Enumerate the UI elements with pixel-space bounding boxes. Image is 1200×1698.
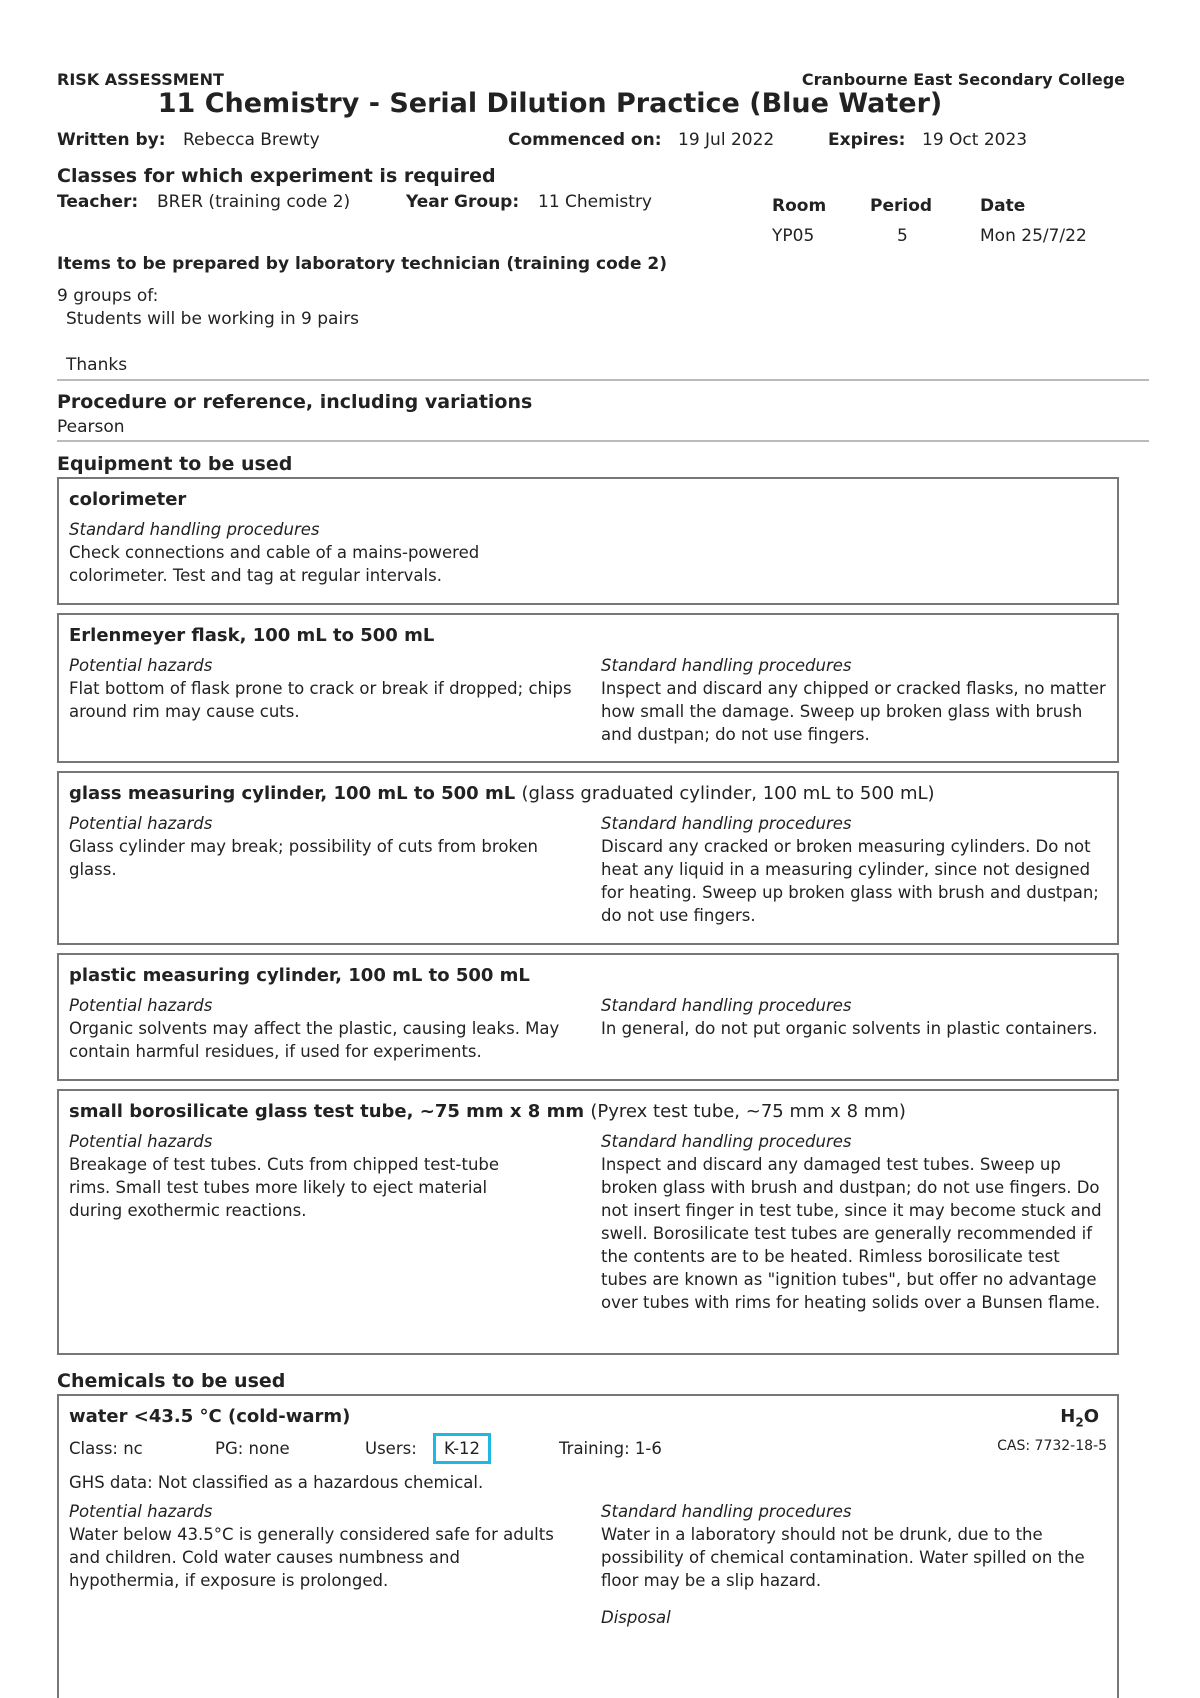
procedure-heading: Procedure or reference, including variations [57,391,533,413]
expires-label: Expires: [828,130,906,150]
equipment-card [57,613,1119,763]
handling-label: Standard handling procedures [601,1502,852,1521]
school-name: Cranbourne East Secondary College [801,70,1125,89]
chemical-formula: $H_2O$ [1060,1406,1099,1430]
handling-label: Standard handling procedures [601,1132,852,1151]
equipment-card [57,771,1119,945]
handling-column [601,812,1106,927]
handling-label: Standard handling procedures [69,520,320,539]
commenced-value: 19 Jul 2022 [678,130,775,150]
users-label: Users: [365,1439,417,1458]
ghs-data: GHS data: Not classified as a hazardous chemical. [69,1473,484,1492]
equipment-heading: Equipment to be used [57,453,293,475]
equipment-title [69,1101,1107,1122]
date-value: Mon 25/7/22 [980,226,1087,246]
chemicals-heading: Chemicals to be used [57,1370,286,1392]
handling-text: Discard any cracked or broken measuring cylinders. Do not heat any liquid in a measuring cylinder, since not designed for heating. Sweep up broken glass with brush and dustpan; do not use fingers. [601,837,1099,925]
hazards-column [69,1130,601,1314]
chemical-name: water <43.5 °C (cold-warm) [69,1406,351,1427]
prep-line-3: Thanks [66,355,128,375]
equipment-card [57,953,1119,1081]
handling-text: Water in a laboratory should not be drunk, due to the possibility of chemical contamination. Water spilled on the floor may be a slip hazard. [601,1525,1085,1590]
divider [57,440,1149,442]
chemical-pg: PG: none [215,1439,290,1458]
equipment-alias: (Pyrex test tube, ~75 mm x 8 mm) [590,1101,906,1122]
handling-column [601,994,1106,1063]
commenced-label: Commenced on: [508,130,662,150]
page-title: 11 Chemistry - Serial Dilution Practice (Blue Water) [157,88,943,119]
expires-value: 19 Oct 2023 [922,130,1028,150]
teacher-label: Teacher: [57,192,139,212]
hazards-column [69,994,601,1063]
handling-label: Standard handling procedures [601,996,852,1015]
chemical-meta-row [69,1431,1107,1469]
handling-text: In general, do not put organic solvents in plastic containers. [601,1019,1098,1038]
classes-heading: Classes for which experiment is required [57,165,496,187]
hazards-text: Breakage of test tubes. Cuts from chipped test-tube rims. Small test tubes more likely to eject material during exothermic reactions. [69,1155,500,1220]
equipment-name: glass measuring cylinder, 100 mL to 500 mL [69,783,516,804]
prep-line-2: Students will be working in 9 pairs [66,309,360,329]
prep-line-1: 9 groups of: [57,286,159,306]
hazards-label: Potential hazards [69,814,213,833]
equipment-name: colorimeter [69,489,187,510]
handling-label: Standard handling procedures [601,656,852,675]
room-value: YP05 [772,226,815,246]
equipment-alias: (glass graduated cylinder, 100 mL to 500 mL) [521,783,935,804]
divider [57,379,1149,381]
users-value: K-12 [433,1433,491,1464]
prep-heading: Items to be prepared by laboratory technician (training code 2) [57,254,667,274]
hazards-column [69,1500,601,1629]
hazards-label: Potential hazards [69,1132,213,1151]
handling-text: Inspect and discard any damaged test tubes. Sweep up broken glass with brush and dustpan; do not use fingers. Do not insert finger in test tube, since it may become stuck and swell. Borosilicate test tubes are generally recommended if the contents are to be heated. Rimless borosilicate test tubes are known as "ignition tubes", but offer no advantage over tubes with rims for heating solids over a Bunsen flame. [601,1155,1102,1312]
hazards-column [69,812,601,927]
written-by-value: Rebecca Brewty [183,130,320,150]
room-label: Room [772,196,827,216]
teacher-value: BRER (training code 2) [157,192,351,212]
period-value: 5 [897,226,908,246]
hazards-label: Potential hazards [69,996,213,1015]
equipment-name: small borosilicate glass test tube, ~75 mm x 8 mm [69,1101,585,1122]
equipment-title [69,783,1107,804]
handling-text: Inspect and discard any chipped or cracked flasks, no matter how small the damage. Sweep up broken glass with brush and dustpan; do not use fingers. [601,679,1106,744]
handling-column [601,654,1106,746]
hazards-text: Water below 43.5°C is generally considered safe for adults and children. Cold water causes numbness and hypothermia, if exposure is prolonged. [69,1525,554,1590]
hazards-text: Organic solvents may affect the plastic, causing leaks. May contain harmful residues, if used for experiments. [69,1019,560,1061]
disposal-label: Disposal [601,1608,671,1627]
period-label: Period [870,196,933,216]
date-label: Date [980,196,1026,216]
handling-text: Check connections and cable of a mains-powered colorimeter. Test and tag at regular intervals. [69,543,480,585]
handling-column [601,1130,1106,1314]
cas-number: CAS: 7732-18-5 [997,1438,1107,1454]
equipment-name: plastic measuring cylinder, 100 mL to 500 mL [69,965,530,986]
equipment-name: Erlenmeyer flask, 100 mL to 500 mL [69,625,435,646]
chemical-training: Training: 1-6 [559,1439,662,1458]
hazards-text: Glass cylinder may break; possibility of cuts from broken glass. [69,837,538,879]
hazards-label: Potential hazards [69,1502,213,1521]
chemical-card [57,1394,1119,1698]
written-by-label: Written by: [57,130,166,150]
procedure-text: Pearson [57,417,125,437]
chemical-class: Class: nc [69,1439,143,1458]
equipment-card [57,1089,1119,1355]
hazards-column [69,654,601,746]
hazards-label: Potential hazards [69,656,213,675]
handling-label: Standard handling procedures [601,814,852,833]
handling-column [601,1500,1106,1629]
year-group-value: 11 Chemistry [538,192,652,212]
doc-type: RISK ASSESSMENT [57,70,224,89]
equipment-card [57,477,1119,605]
year-group-label: Year Group: [406,192,520,212]
hazards-text: Flat bottom of flask prone to crack or break if dropped; chips around rim may cause cuts. [69,679,572,721]
